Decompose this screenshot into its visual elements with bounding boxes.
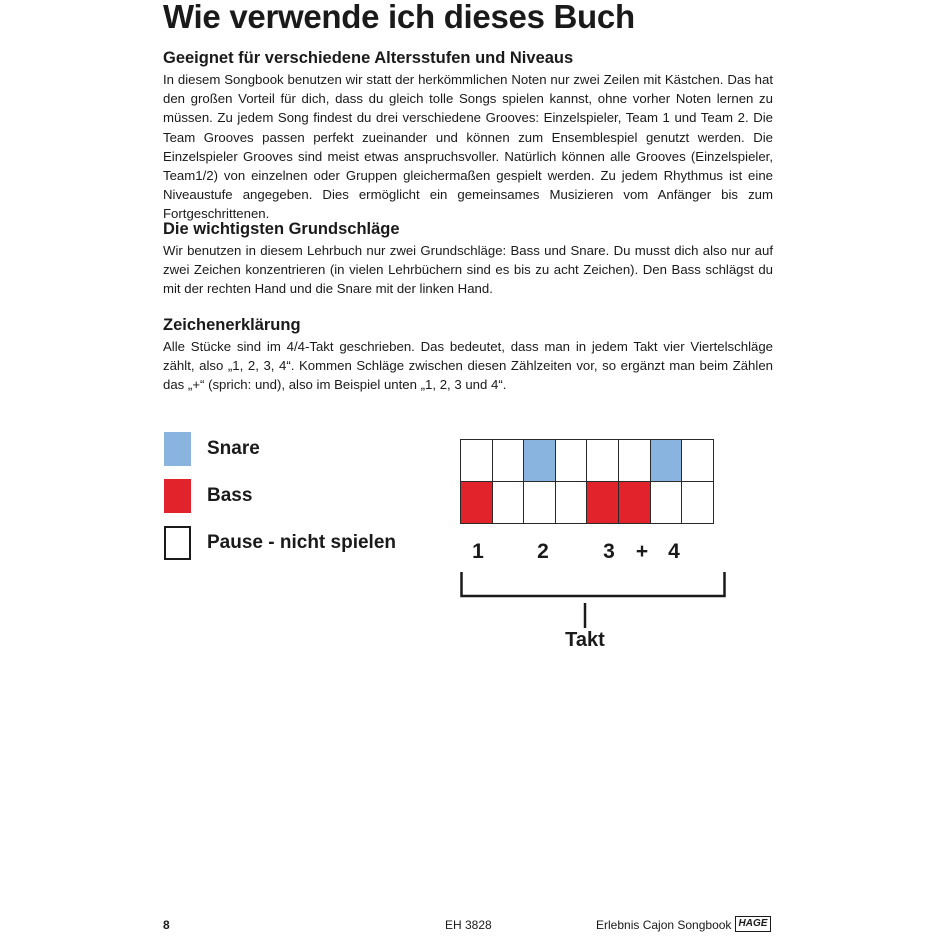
- snare-cell-5: [586, 439, 619, 482]
- legend-item-bass: [164, 478, 252, 514]
- bass-row: [460, 482, 714, 524]
- rhythm-grid: [460, 439, 714, 524]
- count-label-1: 1: [472, 540, 484, 563]
- measure-bracket: [460, 570, 728, 630]
- legend-label-bass: Bass: [207, 485, 253, 506]
- pause-swatch: [164, 526, 191, 560]
- legend-label-snare: Snare: [207, 438, 260, 459]
- section-age-levels: [163, 48, 773, 224]
- section-body: Alle Stücke sind im 4/4-Takt geschrieben. Das bedeutet, dass man in jedem Takt vier Viertelschläge zählt, also „1, 2, 3, 4“. Kommen Schläge zwischen diesen Zählzeiten vor, so ergänzt man beim Zählen das „+“ (sprich: und), also im Beispiel unten „1, 2, 3 und 4“.: [163, 339, 773, 393]
- snare-swatch: [164, 432, 191, 466]
- legend-item-pause: [164, 525, 396, 561]
- page-number: 8: [163, 918, 170, 932]
- section-heading: Geeignet für verschiedene Altersstufen und Niveaus: [163, 49, 574, 67]
- bass-cell-5: [586, 481, 619, 524]
- legend-label-pause: Pause - nicht spielen: [207, 532, 396, 553]
- bass-swatch: [164, 479, 191, 513]
- snare-cell-4: [555, 439, 588, 482]
- count-label-2: 2: [537, 540, 549, 563]
- snare-cell-2: [492, 439, 525, 482]
- snare-cell-3: [523, 439, 556, 482]
- snare-cell-1: [460, 439, 493, 482]
- section-legend-explanation: [163, 315, 773, 395]
- section-basic-strokes: [163, 219, 773, 299]
- snare-cell-8: [681, 439, 714, 482]
- legend-item-snare: [164, 431, 260, 467]
- count-label-4: 4: [668, 540, 680, 563]
- measure-label: Takt: [565, 629, 605, 651]
- count-label-and: +: [635, 540, 649, 563]
- book-title: Erlebnis Cajon Songbook: [596, 918, 732, 932]
- section-body: Wir benutzen in diesem Lehrbuch nur zwei Grundschläge: Bass und Snare. Du musst dich also nur auf zwei Zeichen konzentrieren (in vielen Lehrbüchern sind es bis zu acht Zeichen). Den Bass schlägst du mit der rechten Hand und die Snare mit der linken Hand.: [163, 243, 773, 297]
- section-heading: Die wichtigsten Grundschläge: [163, 220, 400, 238]
- snare-cell-6: [618, 439, 651, 482]
- bass-cell-6: [618, 481, 651, 524]
- edition-number: EH 3828: [445, 918, 492, 932]
- section-heading: Zeichenerklärung: [163, 316, 301, 334]
- bass-cell-4: [555, 481, 588, 524]
- bass-cell-8: [681, 481, 714, 524]
- section-body: In diesem Songbook benutzen wir statt der herkömmlichen Noten nur zwei Zeilen mit Kästchen. Das hat den großen Vorteil für dich, dass du gleich tolle Songs spielen kannst, ohne vorher Noten lernen zu müssen. Zu jedem Song findest du drei verschiedene Grooves: Einzelspieler, Team 1 und Team 2. Die Team Grooves passen perfekt zueinander und können zum Ensemblespiel genutzt werden. Die Einzelspieler Grooves sind meist etwas anspruchsvoller. Natürlich können alle Grooves (Einzelspieler, Team1/2) von einzelnen oder Gruppen gleichermaßen gespielt werden. Zu jedem Rhythmus ist eine Niveaustufe angegeben. Dies ermöglicht ein gemeinsames Musizieren vom Anfänger bis zum Fortgeschrittenen.: [163, 72, 773, 222]
- snare-cell-7: [650, 439, 683, 482]
- publisher-logo: HAGE: [735, 916, 771, 932]
- page-title: Wie verwende ich dieses Buch: [163, 0, 635, 35]
- count-label-3: 3: [603, 540, 615, 563]
- bass-cell-1: [460, 481, 493, 524]
- bass-cell-3: [523, 481, 556, 524]
- bass-cell-2: [492, 481, 525, 524]
- snare-row: [460, 439, 714, 482]
- bass-cell-7: [650, 481, 683, 524]
